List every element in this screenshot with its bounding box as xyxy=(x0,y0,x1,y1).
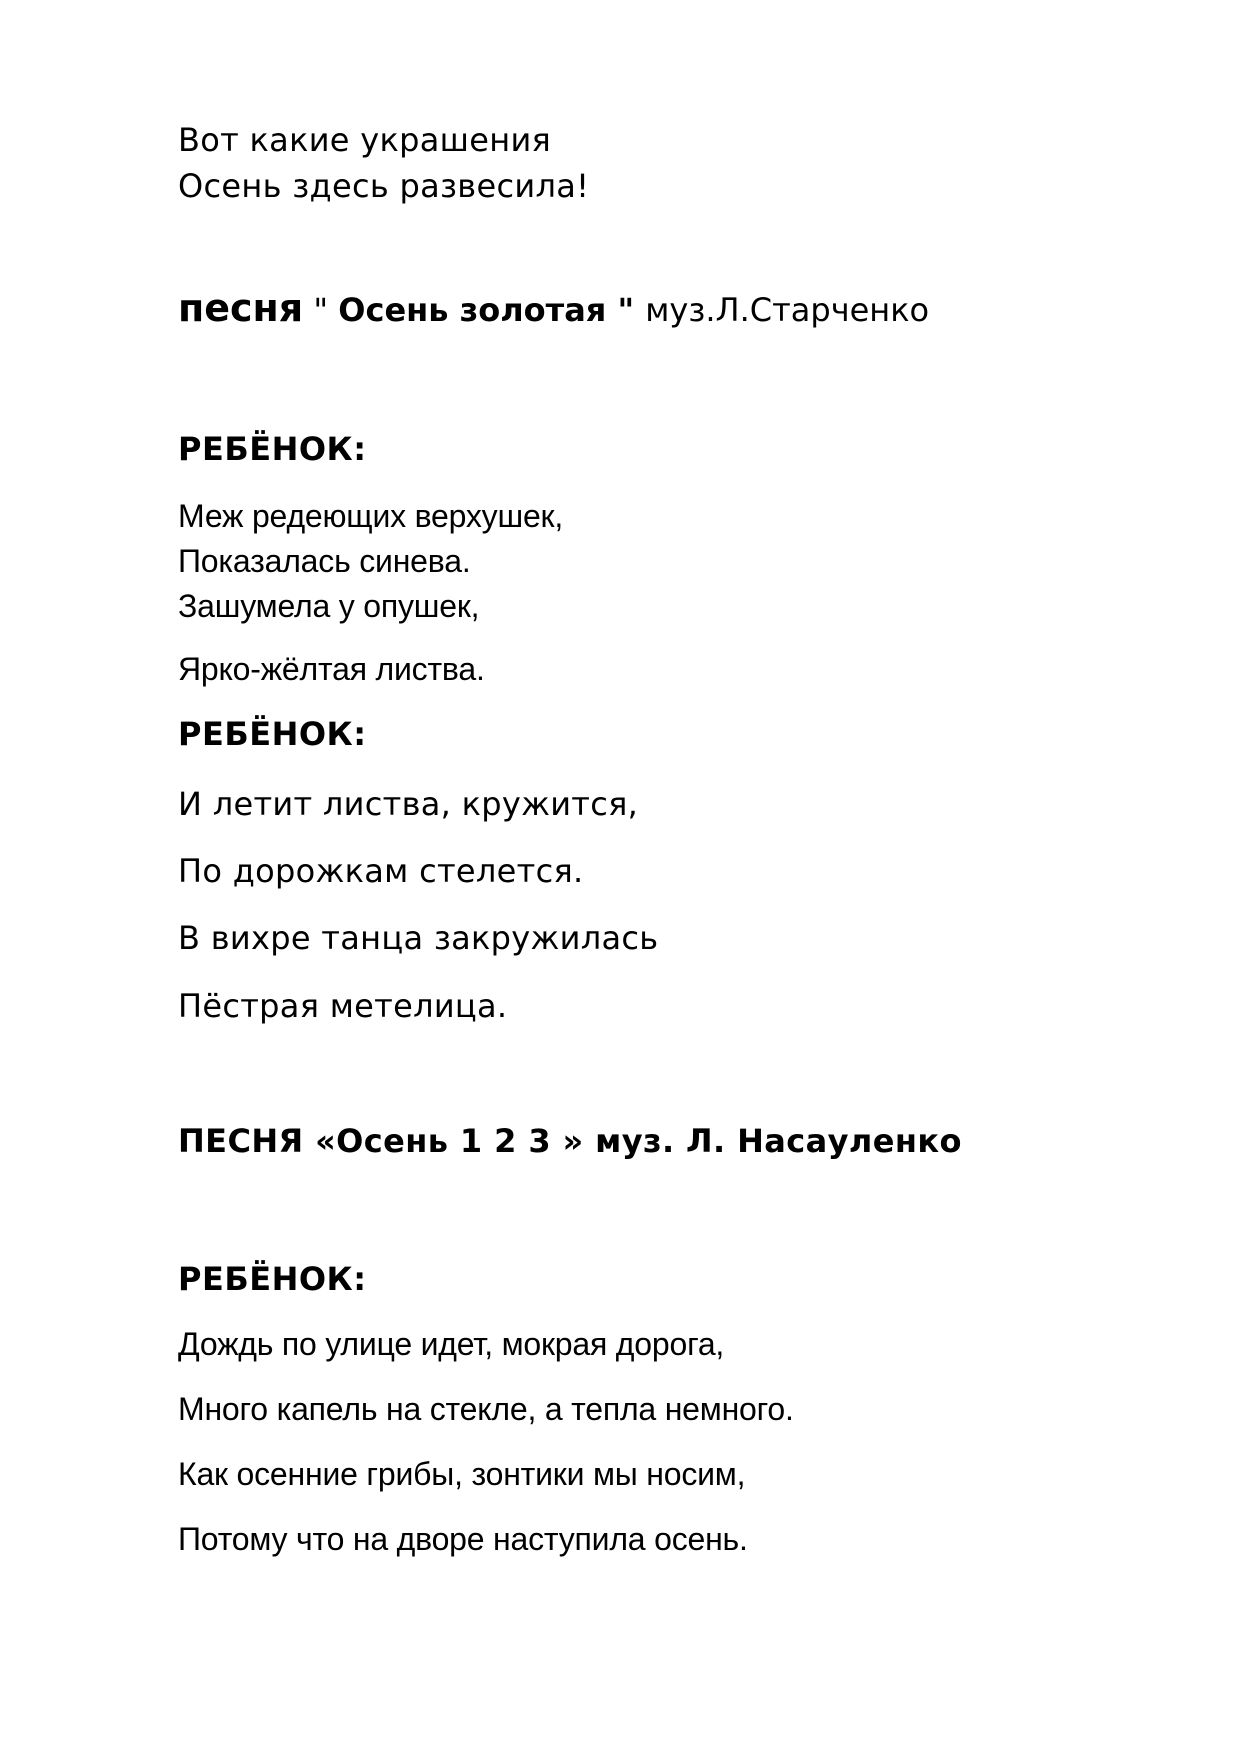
song-1-label: песня xyxy=(178,286,304,330)
verse-1-line-4: Ярко-жёлтая листва. xyxy=(178,651,485,687)
intro-line-2: Осень здесь развесила! xyxy=(178,167,590,205)
speaker-label-3: РЕБЁНОК: xyxy=(178,1260,367,1298)
song-2-heading: ПЕСНЯ «Осень 1 2 3 » муз. Л. Насауленко xyxy=(178,1122,962,1160)
verse-2-line-1: И летит листва, кружится, xyxy=(178,785,639,823)
verse-2-line-4: Пёстрая метелица. xyxy=(178,987,508,1025)
song-1-quote-open: " xyxy=(303,291,339,329)
verse-1-line-3: Зашумела у опушек, xyxy=(178,588,480,624)
song-1-title: Осень золотая xyxy=(338,291,607,329)
speaker-label-1: РЕБЁНОК: xyxy=(178,430,367,468)
speaker-label-2: РЕБЁНОК: xyxy=(178,715,367,753)
verse-3-line-2: Много капель на стекле, а тепла немного. xyxy=(178,1391,794,1427)
verse-2-line-2: По дорожкам стелется. xyxy=(178,852,584,890)
verse-1-line-2: Показалась синева. xyxy=(178,543,471,579)
song-1-composer: муз.Л.Старченко xyxy=(645,291,930,329)
verse-2-line-3: В вихре танца закружилась xyxy=(178,919,659,957)
verse-3-line-1: Дождь по улице идет, мокрая дорога, xyxy=(178,1326,725,1362)
verse-3-line-4: Потому что на дворе наступила осень. xyxy=(178,1521,748,1557)
intro-line-1: Вот какие украшения xyxy=(178,121,552,159)
song-1-quote-close: " xyxy=(606,291,646,329)
song-1-heading xyxy=(178,286,930,330)
verse-3-line-3: Как осенние грибы, зонтики мы носим, xyxy=(178,1456,746,1492)
verse-1-line-1: Меж редеющих верхушек, xyxy=(178,498,564,534)
